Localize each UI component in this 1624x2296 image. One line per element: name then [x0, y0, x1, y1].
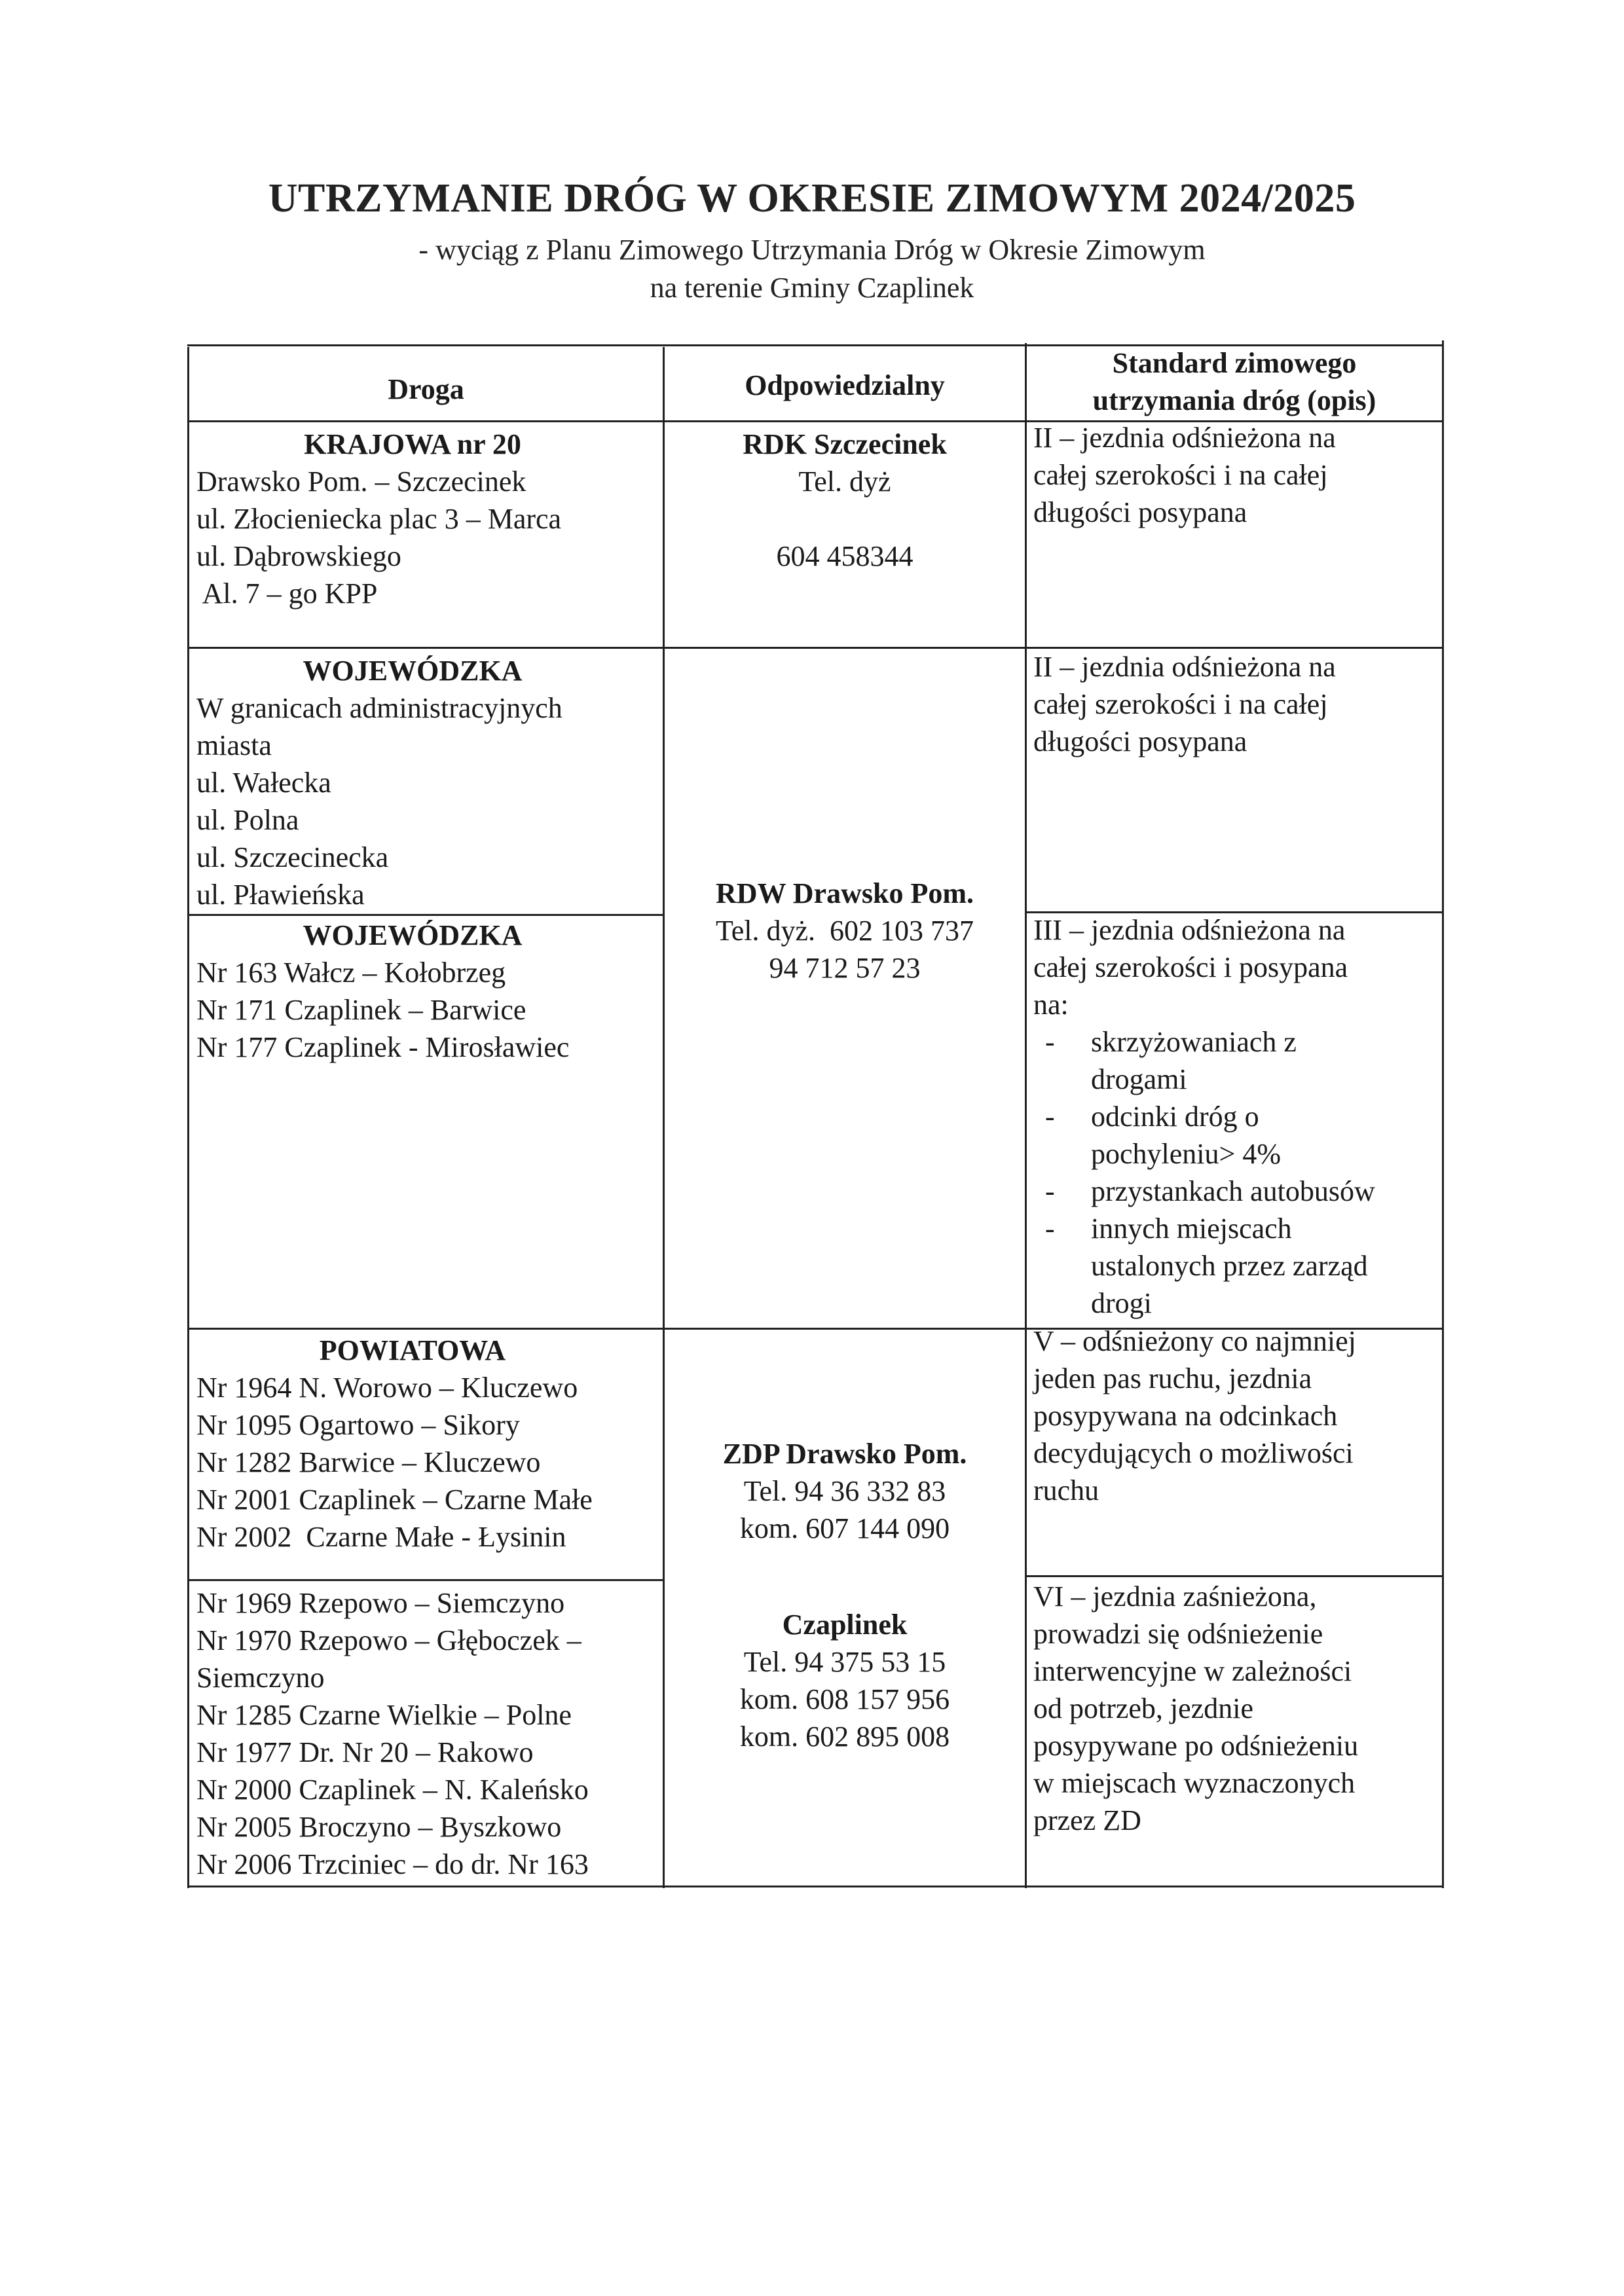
krajowa-standard-line-1: II – jezdnia odśnieżona na: [1033, 422, 1336, 454]
krajowa-title: KRAJOWA nr 20: [304, 428, 521, 460]
powiatowa-1-road-3: Nr 1282 Barwice – Kluczewo: [196, 1446, 541, 1478]
powiatowa-2-standard-line-4: od potrzeb, jezdnie: [1033, 1692, 1253, 1724]
krajowa-responsible: [665, 426, 1025, 575]
wojewodzka-numbered-road-2: Nr 171 Czaplinek – Barwice: [196, 994, 526, 1026]
bullet-4-line-1: innych miejscach: [1091, 1212, 1292, 1245]
wojewodzka-numbered-roads: [196, 917, 655, 1066]
bullet-dash: -: [1045, 1026, 1055, 1058]
wojewodzka-city-road-6: ul. Pławieńska: [196, 879, 365, 911]
rdw-responsible-tel-2: 94 712 57 23: [769, 952, 921, 984]
powiatowa-1-standard-line-3: posypywana na odcinkach: [1033, 1400, 1338, 1432]
powiatowa-1-road-2: Nr 1095 Ogartowo – Sikory: [196, 1409, 520, 1441]
wojewodzka-numbered-road-1: Nr 163 Wałcz – Kołobrzeg: [196, 957, 506, 989]
wojewodzka-city-road-1: W granicach administracyjnych: [196, 692, 563, 724]
krajowa-road-3: ul. Dąbrowskiego: [196, 540, 401, 572]
bullet-1-line-1: skrzyżowaniach z: [1091, 1026, 1297, 1058]
bullet-dash: -: [1045, 1212, 1055, 1245]
krajowa-roads: [196, 426, 655, 612]
krajowa-road-1: Drawsko Pom. – Szczecinek: [196, 465, 526, 498]
powiatowa-1-standard: [1033, 1322, 1436, 1509]
zdp-responsible-name: ZDP Drawsko Pom.: [722, 1438, 967, 1470]
bullet-1-line-2: drogami: [1091, 1063, 1187, 1095]
powiatowa-1-road-5: Nr 2002 Czarne Małe - Łysinin: [196, 1521, 566, 1553]
zdp-sub-tel: Tel. 94 375 53 15: [743, 1646, 946, 1678]
powiatowa-1-standard-line-2: jeden pas ruchu, jezdnia: [1033, 1362, 1312, 1394]
krajowa-standard-line-3: długości posypana: [1033, 496, 1247, 528]
wojewodzka-city-standard: [1033, 648, 1436, 760]
wojewodzka-numbered-standard-line-1: III – jezdnia odśnieżona na: [1033, 914, 1346, 946]
powiatowa-2-road-6: Nr 2000 Czaplinek – N. Kaleńsko: [196, 1774, 589, 1806]
krajowa-responsible-number: 604 458344: [776, 540, 913, 572]
zdp-responsible-tel: Tel. 94 36 332 83: [743, 1475, 946, 1507]
powiatowa-2-road-7: Nr 2005 Broczyno – Byszkowo: [196, 1811, 562, 1843]
powiatowa-title: POWIATOWA: [319, 1334, 506, 1366]
row-border-powiatowa-1-std: [1025, 1575, 1444, 1577]
zdp-responsible-mobile: kom. 607 144 090: [739, 1512, 950, 1544]
header-standard: [1027, 344, 1442, 419]
powiatowa-2-standard-line-1: VI – jezdnia zaśnieżona,: [1033, 1580, 1317, 1613]
powiatowa-2-standard-line-7: przez ZD: [1033, 1804, 1141, 1836]
powiatowa-2-road-5: Nr 1977 Dr. Nr 20 – Rakowo: [196, 1736, 534, 1768]
header-droga: Droga: [388, 373, 464, 405]
rdw-responsible-name: RDW Drawsko Pom.: [716, 877, 974, 909]
powiatowa-2-road-8: Nr 2006 Trzciniec – do dr. Nr 163: [196, 1848, 589, 1880]
bullet-dash: -: [1045, 1101, 1055, 1133]
krajowa-road-4: Al. 7 – go KPP: [196, 577, 378, 610]
krajowa-standard-line-2: całej szerokości i na całej: [1033, 459, 1328, 491]
standard-bullet-list: [1033, 1023, 1436, 1322]
wojewodzka-numbered-standard: [1033, 911, 1436, 1322]
wojewodzka-city-roads: [196, 652, 655, 913]
krajowa-responsible-tel: Tel. dyż: [798, 465, 891, 498]
wojewodzka-city-standard-line-3: długości posypana: [1033, 725, 1247, 757]
zdp-responsible: [665, 1435, 1025, 1755]
powiatowa-2-road-3: Siemczyno: [196, 1662, 325, 1694]
subtitle-line-2: na terenie Gminy Czaplinek: [650, 272, 974, 304]
powiatowa-2-standard-line-5: posypywane po odśnieżeniu: [1033, 1730, 1359, 1762]
powiatowa-2-roads: [196, 1584, 661, 1883]
zdp-sub-mobile-2: kom. 602 895 008: [739, 1721, 950, 1753]
wojewodzka-numbered-standard-line-2: całej szerokości i posypana: [1033, 951, 1348, 983]
standard-bullet-item: [1033, 1173, 1436, 1210]
krajowa-responsible-name: RDK Szczecinek: [743, 428, 947, 460]
standard-bullet-item: [1033, 1023, 1436, 1098]
wojewodzka-numbered-standard-line-3: na:: [1033, 989, 1069, 1021]
wojewodzka-numbered-road-3: Nr 177 Czaplinek - Mirosławiec: [196, 1031, 570, 1063]
rdw-responsible-tel: Tel. dyż. 602 103 737: [715, 915, 974, 947]
wojewodzka-city-standard-line-2: całej szerokości i na całej: [1033, 688, 1328, 720]
wojewodzka-numbered-title: WOJEWÓDZKA: [303, 919, 523, 951]
wojewodzka-city-standard-line-1: II – jezdnia odśnieżona na: [1033, 651, 1336, 683]
powiatowa-1-standard-line-5: ruchu: [1033, 1474, 1099, 1506]
powiatowa-2-road-1: Nr 1969 Rzepowo – Siemczyno: [196, 1587, 565, 1619]
powiatowa-1-standard-line-4: decydujących o możliwości: [1033, 1437, 1354, 1469]
krajowa-standard: [1033, 419, 1436, 531]
bullet-3-line-1: przystankach autobusów: [1091, 1175, 1375, 1207]
zdp-sub-name: Czaplinek: [782, 1609, 908, 1641]
wojewodzka-city-road-3: ul. Wałecka: [196, 767, 331, 799]
bullet-4-line-2: ustalonych przez zarząd: [1091, 1250, 1368, 1282]
table-border-col3: [1025, 343, 1027, 1888]
row-border-wojewodzka-1: [187, 914, 663, 916]
bullet-2-line-2: pochyleniu> 4%: [1091, 1138, 1281, 1170]
wojewodzka-city-road-5: ul. Szczecinecka: [196, 841, 389, 873]
powiatowa-2-road-2: Nr 1970 Rzepowo – Głęboczek –: [196, 1624, 581, 1656]
standard-bullet-item: [1033, 1098, 1436, 1173]
powiatowa-2-standard-line-2: prowadzi się odśnieżenie: [1033, 1618, 1323, 1650]
subtitle-line-1: - wyciąg z Planu Zimowego Utrzymania Dróg w Okresie Zimowym: [418, 234, 1206, 266]
header-standard-line-2: utrzymania dróg (opis): [1092, 384, 1376, 416]
table-border-bottom: [187, 1886, 1444, 1887]
zdp-sub-mobile-1: kom. 608 157 956: [739, 1683, 950, 1715]
header-standard-line-1: Standard zimowego: [1112, 347, 1357, 379]
powiatowa-1-roads: [196, 1332, 658, 1556]
table-border-right: [1442, 340, 1444, 1888]
powiatowa-1-road-4: Nr 2001 Czaplinek – Czarne Małe: [196, 1484, 593, 1516]
wojewodzka-city-road-2: miasta: [196, 729, 272, 761]
powiatowa-2-standard: [1033, 1578, 1436, 1839]
rdw-responsible: [665, 875, 1025, 987]
powiatowa-2-standard-line-3: interwencyjne w zależności: [1033, 1655, 1352, 1687]
powiatowa-1-road-1: Nr 1964 N. Worowo – Kluczewo: [196, 1372, 578, 1404]
bullet-2-line-1: odcinki dróg o: [1091, 1101, 1259, 1133]
table-border-left: [187, 347, 189, 1888]
standard-bullet-item: [1033, 1210, 1436, 1322]
bullet-dash: -: [1045, 1175, 1055, 1207]
powiatowa-2-standard-line-6: w miejscach wyznaczonych: [1033, 1767, 1356, 1799]
page-title: UTRZYMANIE DRÓG W OKRESIE ZIMOWYM 2024/2025: [268, 176, 1356, 221]
krajowa-road-2: ul. Złocieniecka plac 3 – Marca: [196, 503, 562, 535]
wojewodzka-city-title: WOJEWÓDZKA: [303, 655, 523, 687]
powiatowa-1-standard-line-1: V – odśnieżony co najmniej: [1033, 1325, 1356, 1357]
header-odpowiedzialny: Odpowiedzialny: [745, 369, 945, 401]
powiatowa-2-road-4: Nr 1285 Czarne Wielkie – Polne: [196, 1699, 572, 1731]
bullet-4-line-3: drogi: [1091, 1287, 1152, 1319]
row-border-powiatowa-1: [187, 1579, 663, 1581]
wojewodzka-city-road-4: ul. Polna: [196, 804, 299, 836]
